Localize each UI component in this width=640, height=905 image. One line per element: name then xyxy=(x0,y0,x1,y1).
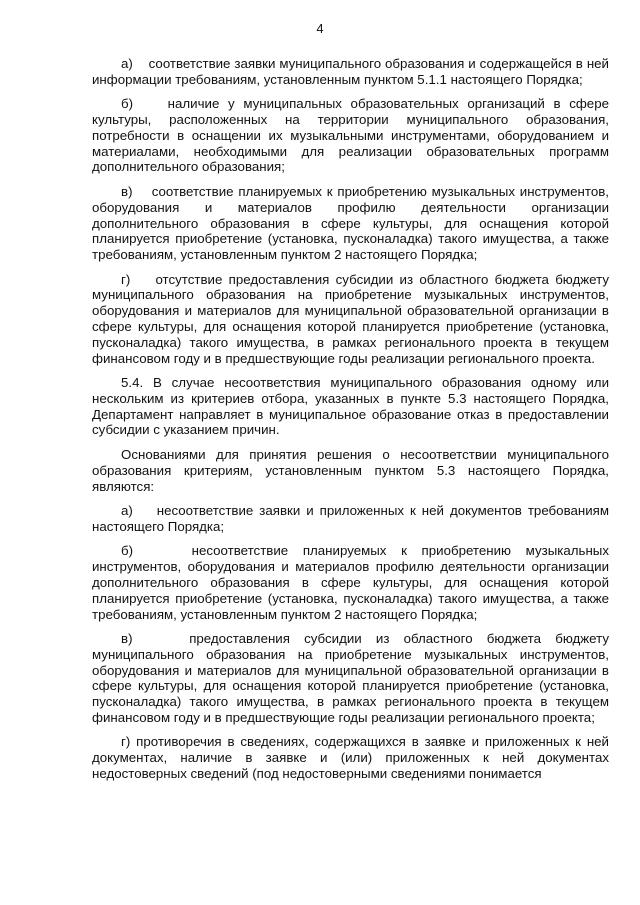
paragraph-criterion-v: в) соответствие планируемых к приобретению музыкальных инструментов, оборудования и материалов профилю деятельности организации дополнительного образования в сфере культуры, для оснащения которой планируется приобретение (установка, пусконаладка) такого имущества, а также требованиям, установленным пунктом 2 настоящего Порядка; xyxy=(92,183,609,263)
paragraph-ground-g: г) противоречия в сведениях, содержащихся в заявке и приложенных к ней документах, наличие в заявке и (или) приложенных к ней документах недостоверных сведений (под недостоверными сведениями понимается xyxy=(92,734,609,782)
paragraph-grounds-intro: Основаниями для принятия решения о несоответствии муниципального образования критериям, установленным пунктом 5.3 настоящего Порядка, являются: xyxy=(92,446,609,494)
paragraph-criterion-a: а) соответствие заявки муниципального образования и содержащейся в ней информации требованиям, установленным пунктом 5.1.1 настоящего Порядка; xyxy=(92,56,609,87)
paragraph-ground-b: б) несоответствие планируемых к приобретению музыкальных инструментов, оборудования и материалов профилю деятельности организации дополнительного образования в сфере культуры, для оснащения которой планируется приобретение (установка, пусконаладка) такого имущества, а также требованиям, установленным пунктом 2 настоящего Порядка; xyxy=(92,543,609,622)
document-body xyxy=(92,56,609,791)
page-number: 4 xyxy=(316,21,324,36)
paragraph-criterion-g: г) отсутствие предоставления субсидии из областного бюджета бюджету муниципального образования на приобретение музыкальных инструментов, оборудования и материалов для муниципальной образовательной организации в сфере культуры, для оснащения которой планируется приобретение (установка, пусконаладка) такого имущества, в рамках регионального проекта в текущем финансовом году и в предшествующие годы реализации регионального проекта. xyxy=(92,271,609,366)
paragraph-criterion-b: б) наличие у муниципальных образовательных организаций в сфере культуры, расположенных на территории муниципального образования, потребности в оснащении их музыкальными инструментами, оборудованием и материалами, необходимыми для реализации образовательных программ дополнительного образования; xyxy=(92,96,609,175)
paragraph-clause-5-4: 5.4. В случае несоответствия муниципального образования одному или нескольким из критериев отбора, указанных в пункте 5.3 настоящего Порядка, Департамент направляет в муниципальное образование отказ в предоставлении субсидии с указанием причин. xyxy=(92,375,609,438)
paragraph-ground-a: а) несоответствие заявки и приложенных к ней документов требованиям настоящего Порядка; xyxy=(92,503,609,534)
paragraph-ground-v: в) предоставления субсидии из областного бюджета бюджету муниципального образования на приобретение музыкальных инструментов, оборудования и материалов для муниципальной образовательной организации в сфере культуры, для оснащения которой планируется приобретение (установка, пусконаладка) такого имущества, в рамках регионального проекта в текущем финансовом году и в предшествующие годы реализации регионального проекта; xyxy=(92,631,609,725)
